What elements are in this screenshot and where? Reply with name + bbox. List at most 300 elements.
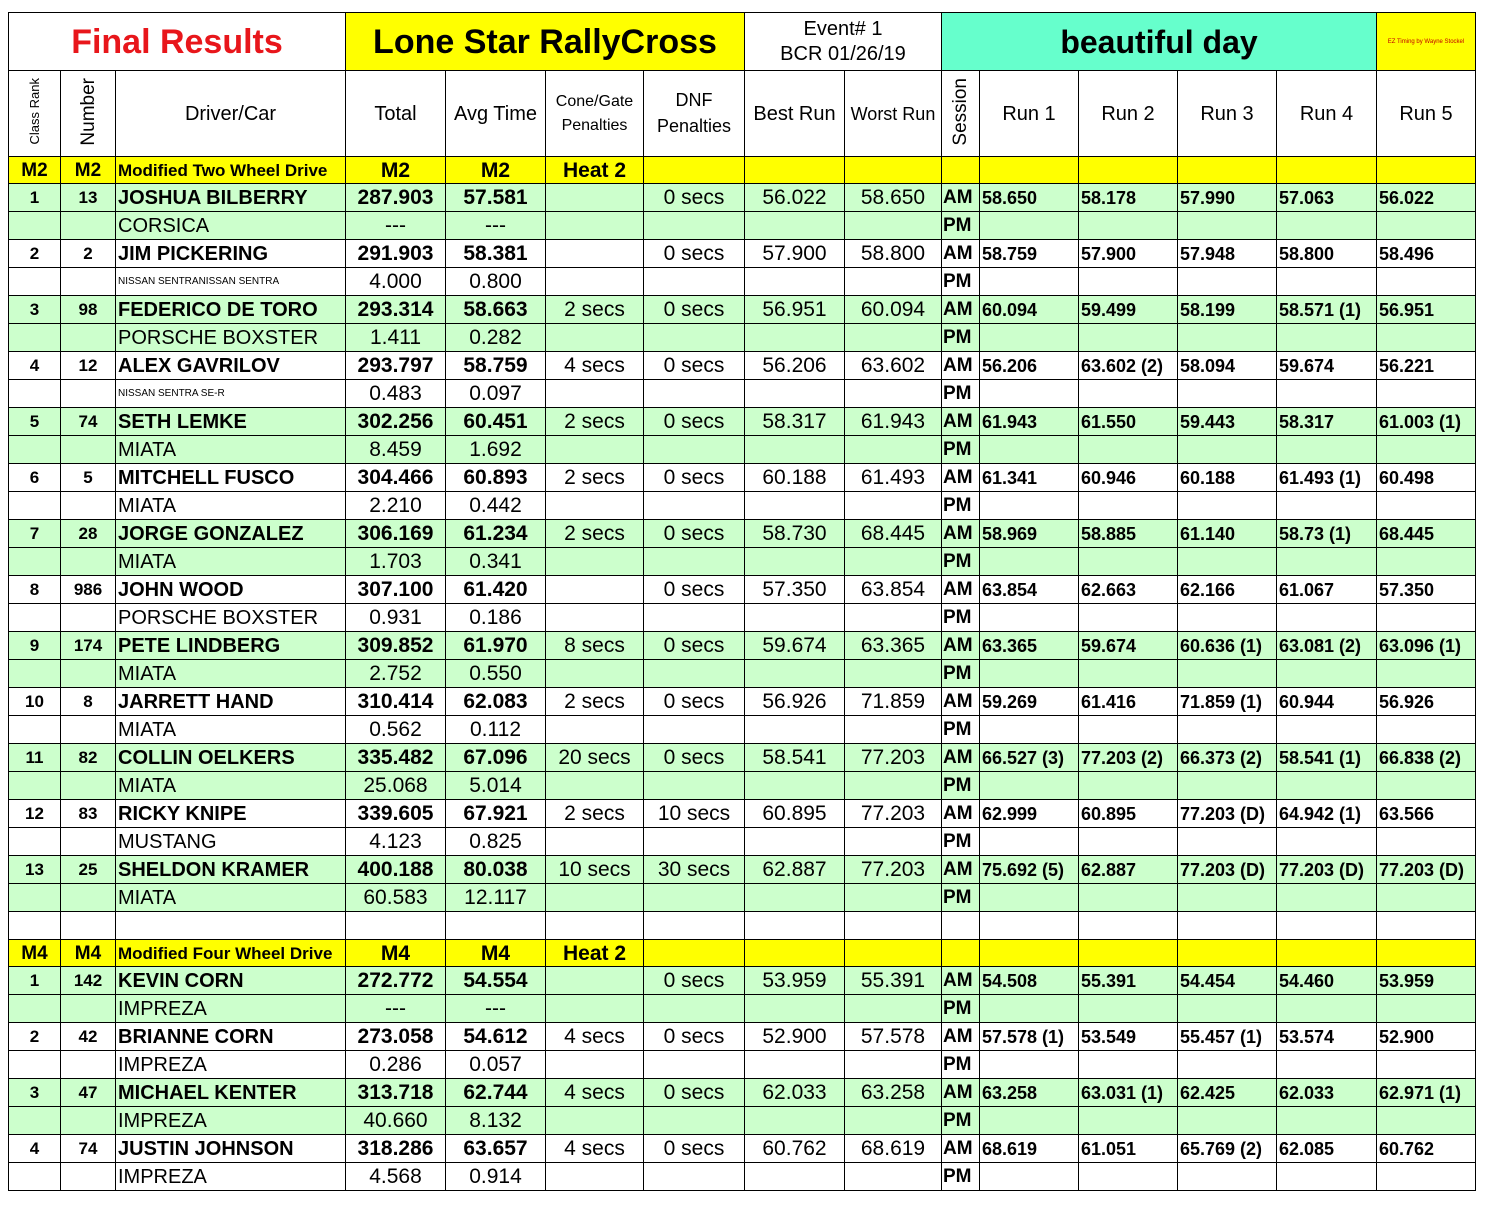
empty-cell [1277, 436, 1377, 464]
driver-row [9, 576, 1476, 604]
class-avg-code: M2 [446, 157, 546, 184]
empty-cell [745, 212, 845, 240]
cone-penalty: 2 secs [546, 408, 644, 436]
driver-name: PETE LINDBERG [116, 632, 346, 660]
empty-cell [745, 380, 845, 408]
driver-name: FEDERICO DE TORO [116, 296, 346, 324]
run-time: 66.838 (2) [1377, 744, 1476, 772]
empty-cell [1079, 940, 1178, 967]
avg-gap: 0.341 [446, 548, 546, 576]
run-time: 77.203 (D) [1377, 856, 1476, 884]
col-run3: Run 3 [1178, 71, 1277, 157]
car-row [9, 1107, 1476, 1135]
empty-cell [1079, 548, 1178, 576]
empty-cell [446, 912, 546, 940]
worst-run: 55.391 [845, 967, 942, 995]
driver-row [9, 1079, 1476, 1107]
empty-cell [61, 716, 116, 744]
session-pm: PM [942, 380, 980, 408]
empty-cell [346, 912, 446, 940]
empty-cell [644, 660, 745, 688]
empty-cell [1178, 940, 1277, 967]
best-run: 59.674 [745, 632, 845, 660]
empty-cell [745, 604, 845, 632]
class-rank: 12 [9, 800, 61, 828]
driver-name: JARRETT HAND [116, 688, 346, 716]
run-time: 57.063 [1277, 184, 1377, 212]
run-time: 58.885 [1079, 520, 1178, 548]
empty-cell [980, 912, 1079, 940]
empty-cell [1178, 492, 1277, 520]
car-number: 28 [61, 520, 116, 548]
col-dnf: DNF Penalties [644, 71, 745, 157]
empty-cell [546, 995, 644, 1023]
col-cone: Cone/Gate Penalties [546, 71, 644, 157]
run-time: 68.619 [980, 1135, 1079, 1163]
avg-time: 61.970 [446, 632, 546, 660]
driver-name: KEVIN CORN [116, 967, 346, 995]
total-time: 293.314 [346, 296, 446, 324]
run-time: 77.203 (2) [1079, 744, 1178, 772]
empty-cell [1377, 436, 1476, 464]
run-time: 53.574 [1277, 1023, 1377, 1051]
empty-cell [1178, 828, 1277, 856]
avg-gap: --- [446, 995, 546, 1023]
empty-cell [644, 212, 745, 240]
worst-run: 61.493 [845, 464, 942, 492]
cone-penalty: 2 secs [546, 688, 644, 716]
empty-cell [1079, 604, 1178, 632]
empty-cell [1079, 772, 1178, 800]
total-gap: 2.210 [346, 492, 446, 520]
empty-cell [644, 1163, 745, 1191]
empty-cell [9, 1051, 61, 1079]
cone-penalty: 4 secs [546, 1135, 644, 1163]
worst-run: 77.203 [845, 800, 942, 828]
empty-cell [1178, 548, 1277, 576]
best-run: 57.900 [745, 240, 845, 268]
empty-cell [1277, 716, 1377, 744]
empty-cell [61, 380, 116, 408]
avg-time: 63.657 [446, 1135, 546, 1163]
empty-cell [9, 660, 61, 688]
driver-row [9, 1023, 1476, 1051]
dnf-penalty: 0 secs [644, 967, 745, 995]
empty-cell [1277, 1107, 1377, 1135]
run-time: 56.206 [980, 352, 1079, 380]
dnf-penalty: 0 secs [644, 1135, 745, 1163]
empty-cell [1079, 912, 1178, 940]
total-gap: 40.660 [346, 1107, 446, 1135]
car-row [9, 324, 1476, 352]
empty-cell [644, 548, 745, 576]
empty-cell [745, 436, 845, 464]
empty-cell [845, 157, 942, 184]
driver-name: MITCHELL FUSCO [116, 464, 346, 492]
best-run: 56.926 [745, 688, 845, 716]
run-time: 60.895 [1079, 800, 1178, 828]
car-model: IMPREZA [116, 1051, 346, 1079]
best-run: 60.762 [745, 1135, 845, 1163]
avg-time: 61.234 [446, 520, 546, 548]
dnf-penalty: 0 secs [644, 520, 745, 548]
avg-time: 61.420 [446, 576, 546, 604]
empty-cell [546, 436, 644, 464]
run-time: 64.942 (1) [1277, 800, 1377, 828]
empty-cell [61, 1107, 116, 1135]
session-pm: PM [942, 324, 980, 352]
empty-cell [61, 1163, 116, 1191]
class-rank: 3 [9, 1079, 61, 1107]
empty-cell [845, 324, 942, 352]
empty-cell [1377, 772, 1476, 800]
empty-cell [1178, 884, 1277, 912]
empty-cell [1079, 212, 1178, 240]
empty-cell [1178, 380, 1277, 408]
total-time: 310.414 [346, 688, 446, 716]
car-model: IMPREZA [116, 1163, 346, 1191]
empty-cell [1178, 660, 1277, 688]
cone-penalty: 4 secs [546, 1023, 644, 1051]
empty-cell [644, 324, 745, 352]
run-time: 63.258 [980, 1079, 1079, 1107]
run-time: 61.550 [1079, 408, 1178, 436]
empty-cell [1377, 884, 1476, 912]
total-time: 313.718 [346, 1079, 446, 1107]
empty-cell [1377, 828, 1476, 856]
empty-cell [546, 212, 644, 240]
session-am: AM [942, 967, 980, 995]
empty-cell [61, 660, 116, 688]
empty-cell [546, 660, 644, 688]
empty-cell [745, 492, 845, 520]
run-time: 59.499 [1079, 296, 1178, 324]
class-rank: 2 [9, 1023, 61, 1051]
cone-penalty: 4 secs [546, 352, 644, 380]
empty-cell [1277, 604, 1377, 632]
run-time: 53.549 [1079, 1023, 1178, 1051]
driver-row [9, 632, 1476, 660]
empty-cell [1277, 828, 1377, 856]
dnf-penalty: 0 secs [644, 688, 745, 716]
worst-run: 63.365 [845, 632, 942, 660]
empty-cell [1277, 157, 1377, 184]
session-am: AM [942, 296, 980, 324]
worst-run: 71.859 [845, 688, 942, 716]
empty-cell [546, 548, 644, 576]
empty-cell [745, 772, 845, 800]
best-run: 60.895 [745, 800, 845, 828]
results-table [8, 12, 1476, 1191]
empty-cell [1277, 268, 1377, 296]
worst-run: 61.943 [845, 408, 942, 436]
class-code: M4 [9, 940, 61, 967]
avg-gap: 8.132 [446, 1107, 546, 1135]
empty-cell [546, 380, 644, 408]
driver-name: RICKY KNIPE [116, 800, 346, 828]
run-time: 54.454 [1178, 967, 1277, 995]
driver-name: JORGE GONZALEZ [116, 520, 346, 548]
run-time: 66.527 (3) [980, 744, 1079, 772]
total-time: 273.058 [346, 1023, 446, 1051]
driver-row [9, 240, 1476, 268]
run-time: 54.460 [1277, 967, 1377, 995]
driver-name: BRIANNE CORN [116, 1023, 346, 1051]
session-pm: PM [942, 604, 980, 632]
empty-cell [9, 828, 61, 856]
empty-cell [845, 380, 942, 408]
car-row [9, 436, 1476, 464]
worst-run: 63.854 [845, 576, 942, 604]
class-total-code: M4 [346, 940, 446, 967]
empty-cell [1079, 1163, 1178, 1191]
run-time: 58.317 [1277, 408, 1377, 436]
class-rank: 1 [9, 967, 61, 995]
car-row [9, 716, 1476, 744]
total-gap: 25.068 [346, 772, 446, 800]
car-model: MIATA [116, 548, 346, 576]
total-gap: 0.286 [346, 1051, 446, 1079]
empty-cell [644, 716, 745, 744]
avg-gap: 0.186 [446, 604, 546, 632]
empty-cell [1079, 436, 1178, 464]
dnf-penalty: 0 secs [644, 464, 745, 492]
empty-cell [980, 157, 1079, 184]
empty-cell [1178, 157, 1277, 184]
run-time: 62.663 [1079, 576, 1178, 604]
empty-cell [546, 324, 644, 352]
class-number: M2 [61, 157, 116, 184]
dnf-penalty: 0 secs [644, 1023, 745, 1051]
best-run: 58.541 [745, 744, 845, 772]
run-time: 61.493 (1) [1277, 464, 1377, 492]
avg-time: 80.038 [446, 856, 546, 884]
avg-time: 57.581 [446, 184, 546, 212]
empty-cell [745, 660, 845, 688]
empty-cell [9, 212, 61, 240]
empty-cell [1178, 1051, 1277, 1079]
col-best: Best Run [745, 71, 845, 157]
avg-gap: 0.282 [446, 324, 546, 352]
class-rank: 3 [9, 296, 61, 324]
best-run: 56.022 [745, 184, 845, 212]
run-time: 61.067 [1277, 576, 1377, 604]
total-gap: 0.483 [346, 380, 446, 408]
driver-name: MICHAEL KENTER [116, 1079, 346, 1107]
empty-cell [644, 995, 745, 1023]
run-time: 56.022 [1377, 184, 1476, 212]
empty-cell [845, 1163, 942, 1191]
empty-cell [9, 884, 61, 912]
empty-cell [845, 1051, 942, 1079]
best-run: 58.730 [745, 520, 845, 548]
empty-cell [1377, 157, 1476, 184]
session-am: AM [942, 632, 980, 660]
run-time: 59.269 [980, 688, 1079, 716]
avg-time: 60.451 [446, 408, 546, 436]
car-model: PORSCHE BOXSTER [116, 604, 346, 632]
avg-time: 67.921 [446, 800, 546, 828]
total-gap: 0.562 [346, 716, 446, 744]
col-run2: Run 2 [1079, 71, 1178, 157]
run-time: 54.508 [980, 967, 1079, 995]
run-time: 60.498 [1377, 464, 1476, 492]
session-am: AM [942, 800, 980, 828]
empty-cell [9, 380, 61, 408]
best-run: 53.959 [745, 967, 845, 995]
empty-cell [745, 548, 845, 576]
car-number: 42 [61, 1023, 116, 1051]
avg-gap: 12.117 [446, 884, 546, 912]
cone-penalty: 20 secs [546, 744, 644, 772]
empty-cell [61, 268, 116, 296]
session-pm: PM [942, 716, 980, 744]
run-time: 55.457 (1) [1178, 1023, 1277, 1051]
driver-row [9, 464, 1476, 492]
run-time: 63.081 (2) [1277, 632, 1377, 660]
empty-cell [1377, 1051, 1476, 1079]
empty-cell [845, 604, 942, 632]
car-row [9, 995, 1476, 1023]
class-rank: 1 [9, 184, 61, 212]
empty-cell [1277, 492, 1377, 520]
avg-gap: 0.057 [446, 1051, 546, 1079]
empty-cell [845, 660, 942, 688]
empty-cell [1178, 268, 1277, 296]
total-time: 318.286 [346, 1135, 446, 1163]
empty-cell [1377, 912, 1476, 940]
car-number: 74 [61, 408, 116, 436]
class-header-row [9, 940, 1476, 967]
run-time: 58.178 [1079, 184, 1178, 212]
car-number: 174 [61, 632, 116, 660]
empty-cell [980, 492, 1079, 520]
empty-cell [1178, 212, 1277, 240]
empty-cell [1079, 268, 1178, 296]
session-pm: PM [942, 1163, 980, 1191]
empty-cell [1377, 940, 1476, 967]
session-pm: PM [942, 548, 980, 576]
run-time: 59.674 [1277, 352, 1377, 380]
empty-cell [745, 716, 845, 744]
total-time: 309.852 [346, 632, 446, 660]
car-model: MIATA [116, 660, 346, 688]
empty-cell [1377, 268, 1476, 296]
run-time: 62.971 (1) [1377, 1079, 1476, 1107]
run-time: 62.033 [1277, 1079, 1377, 1107]
run-time: 60.188 [1178, 464, 1277, 492]
empty-cell [1178, 324, 1277, 352]
empty-cell [644, 1107, 745, 1135]
run-time: 59.443 [1178, 408, 1277, 436]
worst-run: 77.203 [845, 856, 942, 884]
empty-cell [1277, 940, 1377, 967]
driver-row [9, 967, 1476, 995]
car-row [9, 268, 1476, 296]
run-time: 60.762 [1377, 1135, 1476, 1163]
empty-cell [61, 324, 116, 352]
empty-cell [116, 912, 346, 940]
col-driver-car: Driver/Car [116, 71, 346, 157]
run-time: 60.094 [980, 296, 1079, 324]
empty-cell [1377, 324, 1476, 352]
empty-cell [1277, 660, 1377, 688]
session-pm: PM [942, 212, 980, 240]
run-time: 55.391 [1079, 967, 1178, 995]
empty-cell [845, 492, 942, 520]
total-gap: 8.459 [346, 436, 446, 464]
series-title: Lone Star RallyCross [346, 13, 745, 71]
avg-gap: 0.112 [446, 716, 546, 744]
car-model: MIATA [116, 716, 346, 744]
car-number: 986 [61, 576, 116, 604]
car-model: MIATA [116, 492, 346, 520]
total-time: 339.605 [346, 800, 446, 828]
empty-cell [1079, 1107, 1178, 1135]
worst-run: 68.619 [845, 1135, 942, 1163]
total-time: 291.903 [346, 240, 446, 268]
empty-cell [745, 1051, 845, 1079]
best-run: 58.317 [745, 408, 845, 436]
run-time: 56.926 [1377, 688, 1476, 716]
weather-note: beautiful day [942, 13, 1377, 71]
empty-cell [546, 912, 644, 940]
avg-gap: 0.097 [446, 380, 546, 408]
avg-gap: 1.692 [446, 436, 546, 464]
empty-cell [61, 548, 116, 576]
empty-cell [61, 995, 116, 1023]
empty-cell [745, 324, 845, 352]
empty-cell [1277, 548, 1377, 576]
avg-gap: 0.442 [446, 492, 546, 520]
class-rank: 11 [9, 744, 61, 772]
avg-time: 58.663 [446, 296, 546, 324]
driver-row [9, 688, 1476, 716]
empty-cell [61, 492, 116, 520]
empty-cell [1178, 772, 1277, 800]
car-number: 142 [61, 967, 116, 995]
empty-cell [745, 828, 845, 856]
session-pm: PM [942, 268, 980, 296]
run-time: 53.959 [1377, 967, 1476, 995]
empty-cell [9, 268, 61, 296]
car-number: 25 [61, 856, 116, 884]
avg-gap: 0.825 [446, 828, 546, 856]
empty-cell [644, 268, 745, 296]
cone-penalty: 8 secs [546, 632, 644, 660]
run-time: 57.350 [1377, 576, 1476, 604]
col-avg: Avg Time [446, 71, 546, 157]
driver-row [9, 800, 1476, 828]
empty-cell [845, 548, 942, 576]
session-am: AM [942, 1135, 980, 1163]
run-time: 77.203 (D) [1178, 856, 1277, 884]
col-number: Number [61, 71, 116, 157]
empty-cell [845, 436, 942, 464]
dnf-penalty: 0 secs [644, 240, 745, 268]
run-time: 57.948 [1178, 240, 1277, 268]
class-rank: 5 [9, 408, 61, 436]
driver-row [9, 296, 1476, 324]
class-rank: 2 [9, 240, 61, 268]
run-time: 68.445 [1377, 520, 1476, 548]
run-time: 63.096 (1) [1377, 632, 1476, 660]
total-time: 335.482 [346, 744, 446, 772]
empty-cell [61, 212, 116, 240]
empty-cell [9, 772, 61, 800]
empty-cell [980, 212, 1079, 240]
empty-cell [980, 940, 1079, 967]
